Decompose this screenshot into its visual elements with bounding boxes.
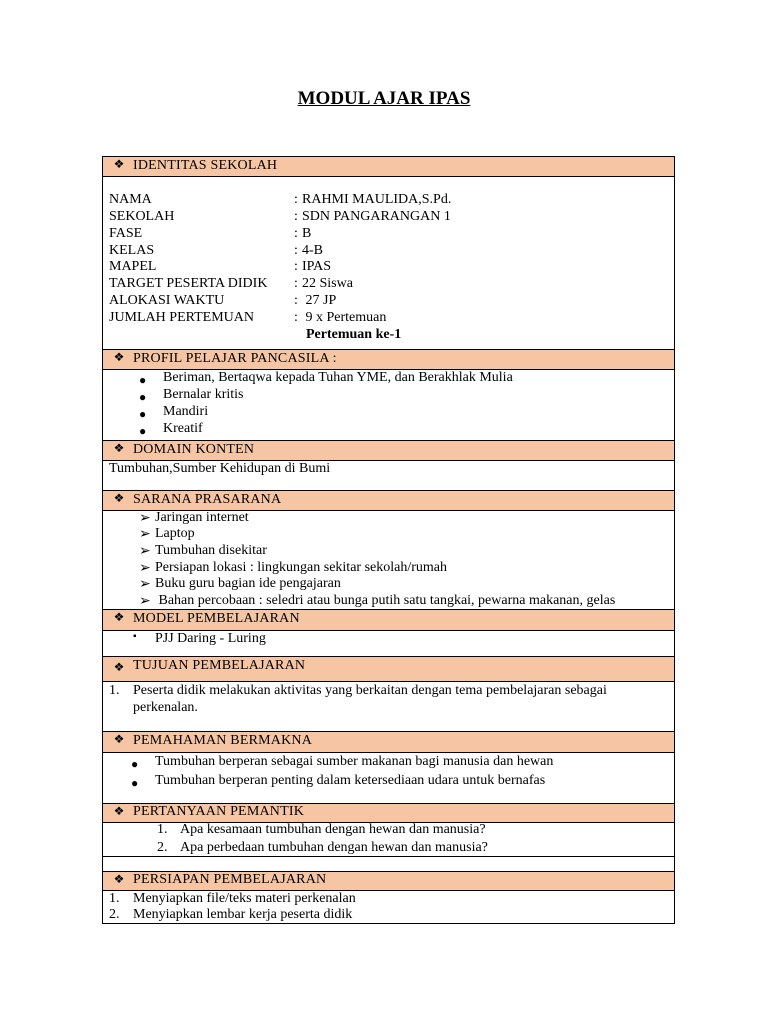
arrow-bullet-icon: ➢: [139, 544, 151, 559]
list-item: Tumbuhan berperan sebagai sumber makanan bagi manusia dan hewan: [155, 754, 554, 769]
section-header-domain: [103, 440, 674, 461]
list-item: Apa kesamaan tumbuhan dengan hewan dan manusia?: [180, 822, 486, 837]
arrow-bullet-icon: ➢: [139, 511, 151, 526]
section-title: PEMAHAMAN BERMAKNA: [133, 733, 313, 748]
list-number: 1.: [109, 891, 120, 906]
list-item: Tumbuhan berperan penting dalam ketersediaan udara untuk bernafas: [155, 773, 546, 788]
section-header-tujuan: [103, 656, 674, 682]
list-item: PJJ Daring - Luring: [155, 631, 266, 646]
label-target: TARGET PESERTA DIDIK: [109, 276, 268, 291]
value-mapel: IPAS: [302, 259, 332, 274]
list-item: Mandiri: [163, 404, 209, 419]
bullet-icon: ●: [131, 776, 139, 790]
section-title: DOMAIN KONTEN: [133, 442, 255, 457]
value-alokasi: 27 JP: [302, 293, 337, 308]
bullet-icon: ●: [131, 757, 139, 771]
list-item: Apa perbedaan tumbuhan dengan hewan dan manusia?: [180, 840, 488, 855]
arrow-bullet-icon: ➢: [139, 527, 151, 542]
diamond-bullet-icon: ❖: [113, 157, 125, 171]
list-item: Jaringan internet: [155, 510, 249, 525]
list-number: 2.: [157, 840, 168, 855]
list-item: Beriman, Bertaqwa kepada Tuhan YME, dan Berakhlak Mulia: [163, 370, 513, 385]
pertemuan-label: Pertemuan ke-1: [306, 327, 402, 342]
value-target: 22 Siswa: [302, 276, 353, 291]
label-jumlah: JUMLAH PERTEMUAN: [109, 310, 254, 325]
document-title: MODUL AJAR IPAS: [297, 88, 471, 109]
domain-text: Tumbuhan,Sumber Kehidupan di Bumi: [109, 461, 331, 476]
list-item: Bahan percobaan : seledri atau bunga putih satu tangkai, pewarna makanan, gelas: [155, 593, 616, 608]
list-item: Tumbuhan disekitar: [155, 543, 267, 558]
section-header-sarana: [103, 490, 674, 511]
sep: :: [294, 293, 298, 308]
bullet-icon: ●: [139, 407, 147, 421]
list-number: 1.: [109, 683, 120, 698]
section-header-model: [103, 609, 674, 631]
list-item-continuation: perkenalan.: [133, 700, 198, 715]
value-jumlah: 9 x Pertemuan: [302, 310, 387, 325]
arrow-bullet-icon: ➢: [139, 561, 151, 576]
bullet-icon: ●: [139, 373, 147, 387]
diamond-bullet-icon: ❖: [113, 350, 125, 364]
section-header-pertanyaan: [103, 803, 674, 823]
label-sekolah: SEKOLAH: [109, 209, 175, 224]
list-item: Bernalar kritis: [163, 387, 244, 402]
diamond-bullet-icon: ❖: [113, 610, 125, 624]
section-header-pemahaman: [103, 731, 674, 753]
section-header-identitas: [103, 157, 674, 177]
diamond-bullet-icon: ❖: [113, 660, 125, 674]
row-divider: [103, 856, 674, 857]
arrow-bullet-icon: ➢: [139, 594, 151, 609]
section-title: PERTANYAAN PEMANTIK: [133, 804, 305, 819]
bullet-icon: ●: [139, 424, 147, 438]
sep: :: [294, 192, 298, 207]
section-title: SARANA PRASARANA: [133, 492, 282, 507]
square-bullet-icon: ▪: [133, 631, 137, 642]
value-sekolah: SDN PANGARANGAN 1: [302, 209, 451, 224]
list-item: Peserta didik melakukan aktivitas yang berkaitan dengan tema pembelajaran sebagai: [133, 683, 607, 698]
sep: :: [294, 243, 298, 258]
diamond-bullet-icon: ❖: [113, 441, 125, 455]
diamond-bullet-icon: ❖: [113, 732, 125, 746]
diamond-bullet-icon: ❖: [113, 804, 125, 818]
section-title: MODEL PEMBELAJARAN: [133, 611, 300, 626]
label-fase: FASE: [109, 226, 143, 241]
list-item: Buku guru bagian ide pengajaran: [155, 576, 341, 591]
label-nama: NAMA: [109, 192, 152, 207]
list-item: Persiapan lokasi : lingkungan sekitar sekolah/rumah: [155, 560, 447, 575]
section-title: PERSIAPAN PEMBELAJARAN: [133, 872, 327, 887]
value-fase: B: [302, 226, 312, 241]
sep: :: [294, 310, 298, 325]
sep: :: [294, 276, 298, 291]
section-title: PROFIL PELAJAR PANCASILA :: [133, 351, 337, 366]
value-nama: RAHMI MAULIDA,S.Pd.: [302, 192, 452, 207]
list-item: Menyiapkan file/teks materi perkenalan: [133, 891, 356, 906]
module-table: [102, 156, 675, 924]
list-item: Menyiapkan lembar kerja peserta didik: [133, 907, 353, 922]
bullet-icon: ●: [139, 390, 147, 404]
list-number: 2.: [109, 907, 120, 922]
label-alokasi: ALOKASI WAKTU: [109, 293, 225, 308]
list-number: 1.: [157, 822, 168, 837]
diamond-bullet-icon: ❖: [113, 491, 125, 505]
list-item: Kreatif: [163, 421, 203, 436]
section-header-persiapan: [103, 871, 674, 891]
section-title: IDENTITAS SEKOLAH: [133, 158, 278, 173]
section-header-profil: [103, 349, 674, 370]
value-kelas: 4-B: [302, 243, 323, 258]
section-title: TUJUAN PEMBELAJARAN: [133, 658, 306, 673]
sep: :: [294, 259, 298, 274]
diamond-bullet-icon: ❖: [113, 872, 125, 886]
label-mapel: MAPEL: [109, 259, 157, 274]
sep: :: [294, 226, 298, 241]
sep: :: [294, 209, 298, 224]
label-kelas: KELAS: [109, 243, 155, 258]
arrow-bullet-icon: ➢: [139, 577, 151, 592]
list-item: Laptop: [155, 526, 195, 541]
